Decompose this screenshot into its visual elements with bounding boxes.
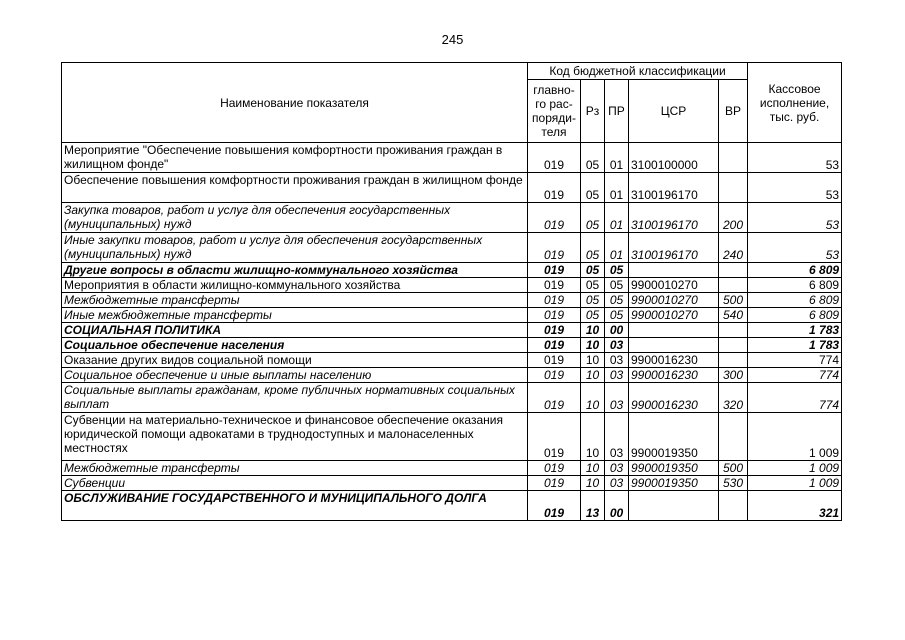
row-rz: 10 xyxy=(581,383,605,413)
row-csr: 9900019350 xyxy=(629,476,719,491)
header-glavnogo: главно- го рас- поряди- теля xyxy=(528,80,581,143)
row-glavnogo: 019 xyxy=(528,308,581,323)
row-name: Другие вопросы в области жилищно-коммунального хозяйства xyxy=(62,263,528,278)
row-vr: 300 xyxy=(719,368,748,383)
row-rz: 10 xyxy=(581,413,605,461)
header-classification: Код бюджетной классификации xyxy=(528,63,748,80)
table-row xyxy=(62,143,842,173)
row-pr: 03 xyxy=(605,461,629,476)
table-row xyxy=(62,293,842,308)
row-rz: 05 xyxy=(581,203,605,233)
row-name: Социальное обеспечение населения xyxy=(62,338,528,353)
table-row xyxy=(62,308,842,323)
table-row xyxy=(62,413,842,461)
row-glavnogo: 019 xyxy=(528,413,581,461)
row-pr: 05 xyxy=(605,263,629,278)
row-rz: 05 xyxy=(581,308,605,323)
row-vr xyxy=(719,263,748,278)
row-vr xyxy=(719,143,748,173)
row-csr: 9900016230 xyxy=(629,353,719,368)
row-sum: 774 xyxy=(748,368,842,383)
row-vr: 240 xyxy=(719,233,748,263)
row-csr xyxy=(629,323,719,338)
row-csr: 9900010270 xyxy=(629,308,719,323)
row-sum: 1 009 xyxy=(748,476,842,491)
row-sum: 6 809 xyxy=(748,278,842,293)
row-glavnogo: 019 xyxy=(528,353,581,368)
row-name: Субвенции на материально-техническое и финансовое обеспечение оказания юридической помощи адвокатами в труднодоступных и малонаселенных местностях xyxy=(62,413,528,461)
row-rz: 10 xyxy=(581,368,605,383)
row-rz: 10 xyxy=(581,338,605,353)
row-csr: 3100196170 xyxy=(629,233,719,263)
row-sum: 6 809 xyxy=(748,308,842,323)
row-name: Мероприятие "Обеспечение повышения комфортности проживания граждан в жилищном фонде" xyxy=(62,143,528,173)
row-sum: 774 xyxy=(748,353,842,368)
row-rz: 05 xyxy=(581,173,605,203)
row-glavnogo: 019 xyxy=(528,491,581,521)
table-row xyxy=(62,278,842,293)
row-csr: 3100196170 xyxy=(629,203,719,233)
table-row xyxy=(62,383,842,413)
header-rz: Рз xyxy=(581,80,605,143)
row-sum: 6 809 xyxy=(748,293,842,308)
row-rz: 05 xyxy=(581,293,605,308)
row-rz: 10 xyxy=(581,476,605,491)
row-glavnogo: 019 xyxy=(528,338,581,353)
table-row xyxy=(62,353,842,368)
row-sum: 53 xyxy=(748,203,842,233)
row-glavnogo: 019 xyxy=(528,293,581,308)
row-vr: 530 xyxy=(719,476,748,491)
page-number: 245 xyxy=(441,32,464,47)
row-vr: 500 xyxy=(719,293,748,308)
row-csr: 9900016230 xyxy=(629,368,719,383)
row-pr: 03 xyxy=(605,338,629,353)
header-sum: Кассовое исполнение, тыс. руб. xyxy=(748,63,842,143)
row-vr xyxy=(719,353,748,368)
row-csr: 9900019350 xyxy=(629,413,719,461)
row-rz: 10 xyxy=(581,323,605,338)
row-vr: 540 xyxy=(719,308,748,323)
row-name: Оказание других видов социальной помощи xyxy=(62,353,528,368)
row-rz: 05 xyxy=(581,263,605,278)
row-glavnogo: 019 xyxy=(528,461,581,476)
row-name: Мероприятия в области жилищно-коммунального хозяйства xyxy=(62,278,528,293)
row-vr xyxy=(719,413,748,461)
row-name: Социальное обеспечение и иные выплаты населению xyxy=(62,368,528,383)
row-csr xyxy=(629,263,719,278)
budget-table xyxy=(61,62,842,521)
row-sum: 1 783 xyxy=(748,338,842,353)
row-sum: 1 009 xyxy=(748,413,842,461)
row-rz: 05 xyxy=(581,143,605,173)
table-row xyxy=(62,368,842,383)
row-sum: 53 xyxy=(748,173,842,203)
table-row xyxy=(62,323,842,338)
header-pr: ПР xyxy=(605,80,629,143)
row-csr: 9900016230 xyxy=(629,383,719,413)
row-vr: 500 xyxy=(719,461,748,476)
row-csr: 9900010270 xyxy=(629,278,719,293)
row-rz: 05 xyxy=(581,233,605,263)
row-pr: 03 xyxy=(605,353,629,368)
row-name: Межбюджетные трансферты xyxy=(62,461,528,476)
row-name: Обеспечение повышения комфортности проживания граждан в жилищном фонде xyxy=(62,173,528,203)
row-pr: 00 xyxy=(605,491,629,521)
row-sum: 53 xyxy=(748,143,842,173)
header-vr: ВР xyxy=(719,80,748,143)
row-name: СОЦИАЛЬНАЯ ПОЛИТИКА xyxy=(62,323,528,338)
row-name: Социальные выплаты гражданам, кроме публичных нормативных социальных выплат xyxy=(62,383,528,413)
row-vr: 320 xyxy=(719,383,748,413)
row-glavnogo: 019 xyxy=(528,203,581,233)
header-name: Наименование показателя xyxy=(62,63,528,143)
row-glavnogo: 019 xyxy=(528,323,581,338)
row-vr: 200 xyxy=(719,203,748,233)
row-pr: 03 xyxy=(605,383,629,413)
row-pr: 01 xyxy=(605,203,629,233)
row-glavnogo: 019 xyxy=(528,278,581,293)
row-csr xyxy=(629,491,719,521)
row-pr: 03 xyxy=(605,476,629,491)
row-glavnogo: 019 xyxy=(528,263,581,278)
row-pr: 03 xyxy=(605,413,629,461)
row-vr xyxy=(719,491,748,521)
row-vr xyxy=(719,278,748,293)
row-csr: 9900010270 xyxy=(629,293,719,308)
row-pr: 01 xyxy=(605,233,629,263)
table-row xyxy=(62,338,842,353)
row-name: Иные закупки товаров, работ и услуг для обеспечения государственных (муниципальных) нужд xyxy=(62,233,528,263)
table-header xyxy=(62,63,842,143)
table-body xyxy=(62,143,842,521)
row-name: Иные межбюджетные трансферты xyxy=(62,308,528,323)
row-csr xyxy=(629,338,719,353)
table-row xyxy=(62,173,842,203)
table-row xyxy=(62,263,842,278)
row-rz: 05 xyxy=(581,278,605,293)
row-rz: 10 xyxy=(581,461,605,476)
row-rz: 13 xyxy=(581,491,605,521)
row-vr xyxy=(719,323,748,338)
row-pr: 05 xyxy=(605,308,629,323)
row-pr: 05 xyxy=(605,278,629,293)
row-vr xyxy=(719,338,748,353)
row-glavnogo: 019 xyxy=(528,383,581,413)
row-name: Субвенции xyxy=(62,476,528,491)
table-row xyxy=(62,203,842,233)
row-sum: 321 xyxy=(748,491,842,521)
header-csr: ЦСР xyxy=(629,80,719,143)
row-pr: 05 xyxy=(605,293,629,308)
row-glavnogo: 019 xyxy=(528,233,581,263)
table-row xyxy=(62,233,842,263)
table-row xyxy=(62,491,842,521)
row-name: Закупка товаров, работ и услуг для обеспечения государственных (муниципальных) нужд xyxy=(62,203,528,233)
row-csr: 3100196170 xyxy=(629,173,719,203)
row-csr: 9900019350 xyxy=(629,461,719,476)
table-row xyxy=(62,461,842,476)
row-name: Межбюджетные трансферты xyxy=(62,293,528,308)
row-pr: 00 xyxy=(605,323,629,338)
row-glavnogo: 019 xyxy=(528,476,581,491)
row-vr xyxy=(719,173,748,203)
row-glavnogo: 019 xyxy=(528,143,581,173)
row-sum: 1 009 xyxy=(748,461,842,476)
row-pr: 01 xyxy=(605,173,629,203)
row-name: ОБСЛУЖИВАНИЕ ГОСУДАРСТВЕННОГО И МУНИЦИПАЛЬНОГО ДОЛГА xyxy=(62,491,528,521)
row-glavnogo: 019 xyxy=(528,173,581,203)
row-sum: 6 809 xyxy=(748,263,842,278)
row-sum: 53 xyxy=(748,233,842,263)
row-pr: 03 xyxy=(605,368,629,383)
row-sum: 774 xyxy=(748,383,842,413)
row-glavnogo: 019 xyxy=(528,368,581,383)
table-row xyxy=(62,476,842,491)
row-pr: 01 xyxy=(605,143,629,173)
row-sum: 1 783 xyxy=(748,323,842,338)
row-csr: 3100100000 xyxy=(629,143,719,173)
row-rz: 10 xyxy=(581,353,605,368)
